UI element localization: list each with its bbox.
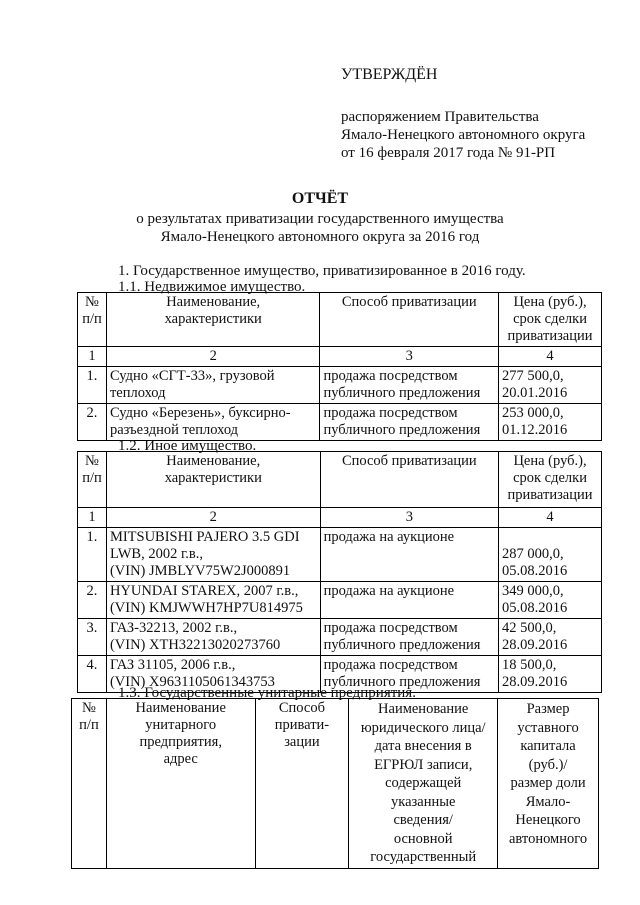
row-method: продажа на аукционе [320, 582, 498, 619]
table-row [78, 528, 602, 582]
unitary-enterprises-table [71, 698, 599, 869]
approval-title: УТВЕРЖДЁН [341, 66, 438, 83]
table-row [78, 619, 602, 656]
header-capital: Размер уставного капитала (руб.)/ размер доли Ямало- Ненецкого автономного [498, 699, 599, 869]
row-price: 277 500,0, 20.01.2016 [499, 367, 602, 404]
row-number: 3. [78, 619, 107, 656]
row-number: 2. [78, 582, 107, 619]
row-method: продажа посредством публичного предложения [320, 619, 498, 656]
row-name: ГАЗ 31105, 2006 г.в., (VIN) X9631105061343753 [106, 656, 320, 693]
row-method: продажа посредством публичного предложения [320, 656, 498, 693]
other-property-table [77, 451, 602, 693]
row-name: MITSUBISHI PAJERO 3.5 GDI LWB, 2002 г.в., (VIN) JMBLYV75W2J000891 [106, 528, 320, 582]
real-estate-table [77, 292, 602, 441]
col-number: 2 [106, 347, 319, 367]
header-enterprise-name: Наименование унитарного предприятия, адрес [106, 699, 255, 869]
row-price: 18 500,0, 28.09.2016 [499, 656, 602, 693]
section-1-2-heading: 1.2. Иное имущество. [118, 438, 257, 454]
header-price: Цена (руб.), срок сделки приватизации [499, 452, 602, 508]
row-price: 287 000,0, 05.08.2016 [499, 528, 602, 582]
col-number: 3 [320, 347, 499, 367]
row-name: HYUNDAI STAREX, 2007 г.в., (VIN) KMJWWH7HP7U814975 [106, 582, 320, 619]
row-price: 42 500,0, 28.09.2016 [499, 619, 602, 656]
approval-line-3: от 16 февраля 2017 года № 91-РП [341, 145, 556, 161]
report-subtitle-1: о результатах приватизации государственного имущества [136, 211, 504, 227]
table-row [78, 404, 602, 441]
col-number: 4 [499, 347, 602, 367]
col-number: 4 [499, 508, 602, 528]
col-number: 1 [78, 347, 107, 367]
table-row [78, 367, 602, 404]
col-number: 3 [320, 508, 498, 528]
header-method: Способ приватизации [320, 452, 498, 508]
col-number: 1 [78, 508, 107, 528]
row-number: 1. [78, 367, 107, 404]
row-name: ГАЗ-32213, 2002 г.в., (VIN) XTH32213020273760 [106, 619, 320, 656]
header-legal-entity: Наименование юридического лица/ дата внесения в ЕГРЮЛ записи, содержащей указанные сведения/ основной государственный [349, 699, 498, 869]
col-number: 2 [106, 508, 320, 528]
row-number: 1. [78, 528, 107, 582]
row-method: продажа на аукционе [320, 528, 498, 582]
row-number: 4. [78, 656, 107, 693]
approval-line-2: Ямало-Ненецкого автономного округа [341, 127, 586, 143]
row-method: продажа посредством публичного предложения [320, 404, 499, 441]
header-method: Способ приватизации [320, 293, 499, 347]
header-method: Способ привати- зации [255, 699, 349, 869]
header-name: Наименование, характеристики [106, 293, 319, 347]
section-1-heading: 1. Государственное имущество, приватизированное в 2016 году. [118, 263, 526, 279]
approval-line-1: распоряжением Правительства [341, 109, 539, 125]
header-name: Наименование, характеристики [106, 452, 320, 508]
report-subtitle-2: Ямало-Ненецкого автономного округа за 2016 год [160, 229, 480, 245]
row-price: 253 000,0, 01.12.2016 [499, 404, 602, 441]
section-1-1-heading: 1.1. Недвижимое имущество. [118, 279, 306, 295]
row-price: 349 000,0, 05.08.2016 [499, 582, 602, 619]
header-num: № п/п [78, 452, 107, 508]
header-price: Цена (руб.), срок сделки приватизации [499, 293, 602, 347]
table-row [78, 582, 602, 619]
row-number: 2. [78, 404, 107, 441]
report-title: ОТЧЁТ [291, 190, 349, 207]
row-name: Судно «СГТ-33», грузовой теплоход [106, 367, 319, 404]
header-num: № п/п [72, 699, 107, 869]
header-num: № п/п [78, 293, 107, 347]
section-1-3-heading: 1.3. Государственные унитарные предприятия. [118, 685, 416, 701]
row-method: продажа посредством публичного предложения [320, 367, 499, 404]
row-name: Судно «Березень», буксирно- разъездной теплоход [106, 404, 319, 441]
